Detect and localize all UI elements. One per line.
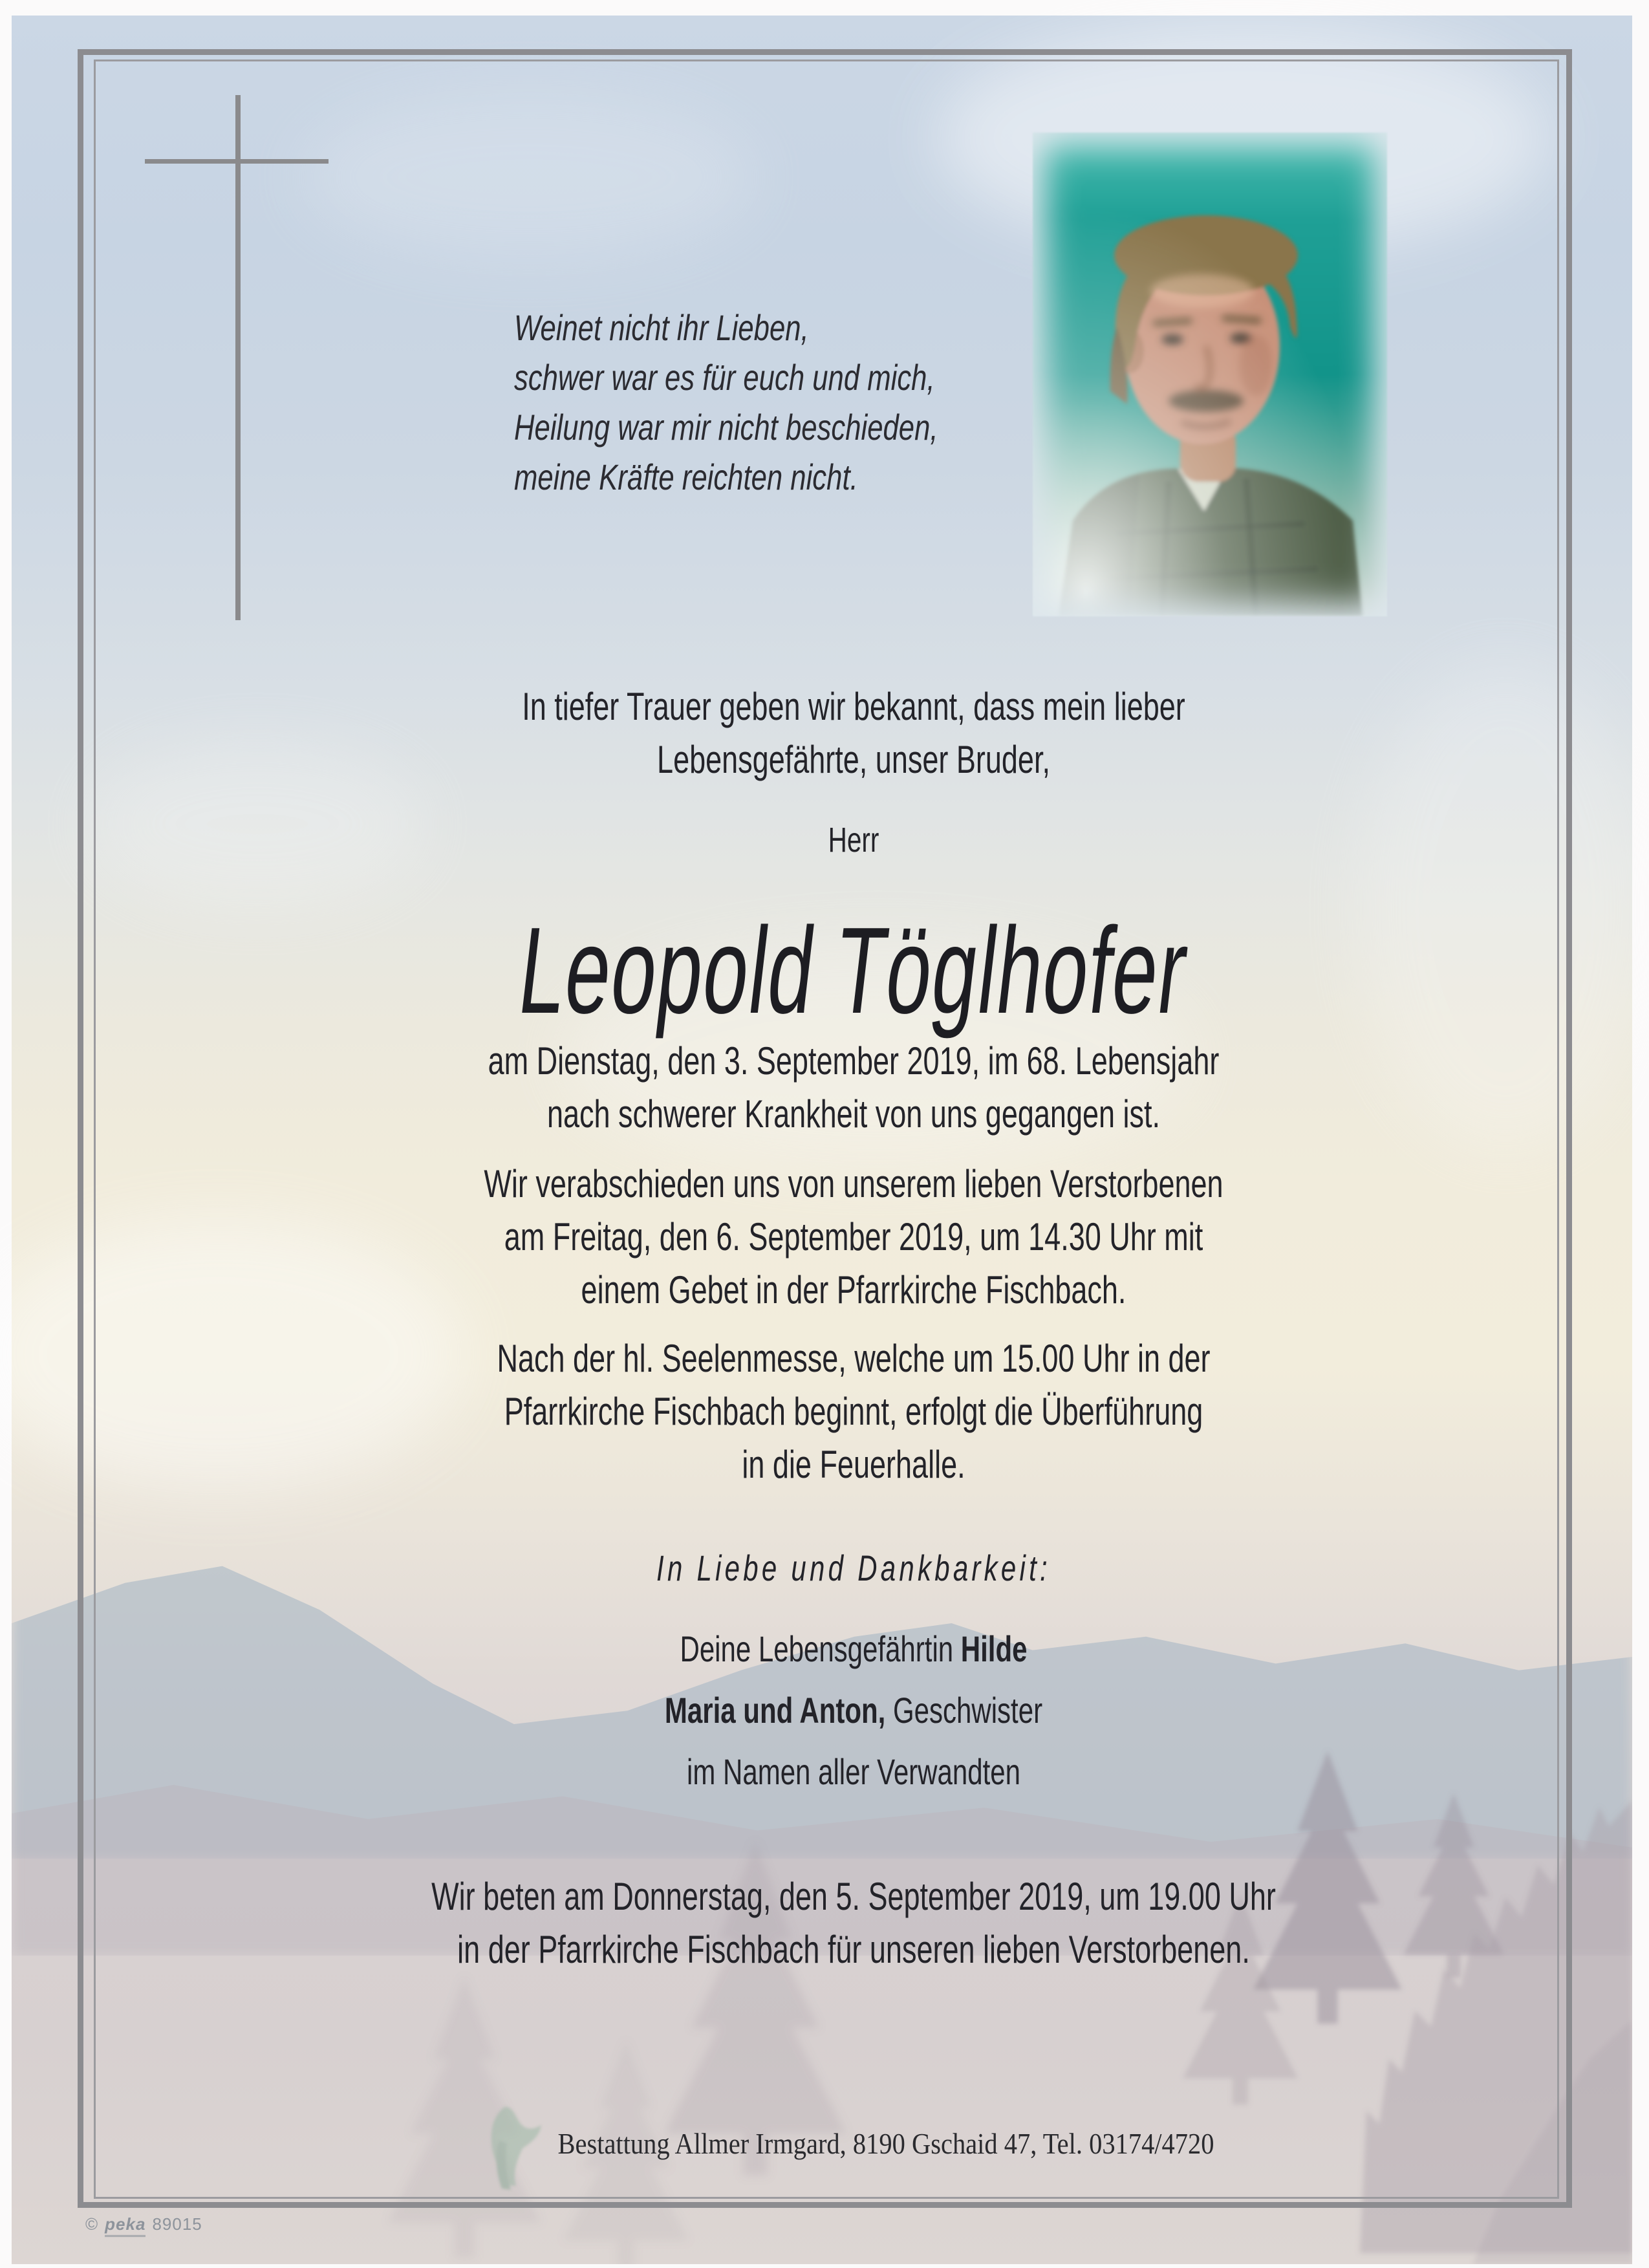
farewell-line: einem Gebet in der Pfarrkirche Fischbach. [581,1268,1126,1312]
mourner-relation: Geschwister [885,1690,1043,1731]
mourner-name: Hilde [960,1628,1028,1669]
funeral-home-info: Bestattung Allmer Irmgard, 8190 Gschaid 47, Tel. 03174/4720 [557,2127,1214,2160]
mass-line: in die Feuerhalle. [742,1443,965,1486]
prayer-line: in der Pfarrkirche Fischbach für unseren lieben Verstorbenen. [457,1928,1250,1971]
poem-line: schwer war es für euch und mich, [514,357,935,398]
memorial-poem [514,303,1057,502]
mourner-line [374,1679,1334,1741]
poem-line: meine Kräfte reichten nicht. [514,457,858,497]
death-notice-line: am Dienstag, den 3. September 2019, im 68. Lebensjahr [488,1039,1220,1083]
farewell-line: Wir verabschieden uns von unserem lieben Verstorbenen [484,1162,1223,1205]
prayer-line: Wir beten am Donnerstag, den 5. September 2019, um 19.00 Uhr [431,1875,1276,1918]
announcement-line: In tiefer Trauer geben wir bekannt, dass mein lieber [522,685,1185,728]
salutation: Herr [828,821,879,859]
mass-line: Pfarrkirche Fischbach beginnt, erfolgt die Überführung [504,1390,1203,1433]
mourner-name: Maria und Anton, [664,1690,886,1731]
death-notice [213,1035,1494,1141]
printer-brand: peka [105,2214,146,2237]
mourners-list [213,1618,1494,1802]
announcement-text [213,680,1494,786]
deceased-name: Leopold Töglhofer [512,902,1195,1039]
death-notice-line: nach schwerer Krankheit von uns gegangen ist. [546,1092,1161,1136]
farewell-line: am Freitag, den 6. September 2019, um 14.30 Uhr mit [504,1215,1203,1258]
announcement-line: Lebensgefährte, unser Bruder, [657,738,1050,781]
mass-line: Nach der hl. Seelenmesse, welche um 15.00 Uhr in der [497,1337,1211,1380]
cross-icon [235,95,241,620]
portrait-photo [1033,133,1387,616]
farewell-info [213,1158,1494,1317]
mourner-relation: Deine Lebensgefährtin [680,1628,961,1669]
cross-icon [145,159,329,164]
printer-credit [85,2214,202,2237]
copyright-icon: © [85,2214,99,2234]
gratitude-line: In Liebe und Dankbarkeit: [656,1548,1051,1588]
prayer-invitation [213,1870,1494,1976]
poem-line: Weinet nicht ihr Lieben, [514,307,809,348]
mourner-line [374,1618,1334,1679]
mourner-line: im Namen aller Verwandten [687,1751,1020,1792]
printer-number: 89015 [152,2214,202,2234]
poem-line: Heilung war mir nicht beschieden, [514,407,938,448]
mass-info [213,1332,1494,1491]
